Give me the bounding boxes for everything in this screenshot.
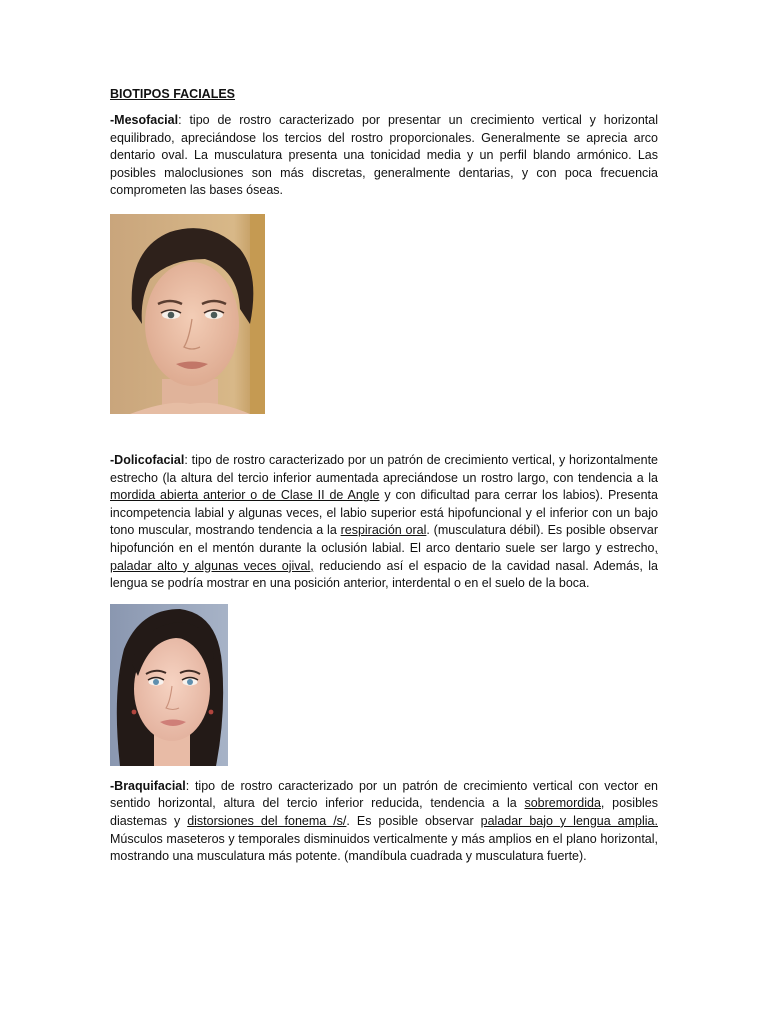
braquifacial-underline-1: sobremordida — [524, 796, 601, 811]
dolicofacial-term: -Dolicofacial — [110, 452, 185, 467]
braquifacial-text-2: , posibles diastemas y — [110, 796, 659, 828]
braquifacial-text-3: . Es posible observar — [346, 813, 481, 828]
braquifacial-text-1: : tipo de rostro caracterizado por un patrón de crecimiento vertical con vector en sentido horizontal, altura del tercio inferior reducida, tendencia a la — [110, 778, 658, 811]
dolicofacial-underline-3: , paladar alto y algunas veces ojival, — [110, 540, 658, 573]
dolicofacial-text-3: . (musculatura débil). Es posible observar hipofunción en el mentón durante la oclusión labial. El arco dentario suele ser largo y estrecho — [110, 523, 658, 555]
dolicofacial-face-photo — [110, 604, 228, 766]
dolicofacial-underline-1: mordida abierta anterior o de Clase II de Angle — [110, 488, 380, 503]
dolicofacial-paragraph — [110, 452, 658, 593]
dolicofacial-underline-2: respiración oral — [340, 523, 427, 538]
mesofacial-paragraph — [110, 112, 658, 200]
braquifacial-underline-2: distorsiones del fonema /s/ — [187, 813, 347, 828]
braquifacial-underline-3: paladar bajo y lengua amplia. — [480, 813, 658, 828]
document-page — [110, 86, 658, 866]
dolicofacial-text-1: : tipo de rostro caracterizado por un patrón de crecimiento vertical, y horizontalmente estrecho (la altura del tercio inferior aumentada apreciándose un rostro largo, con tendencia a la — [110, 452, 658, 485]
mesofacial-text: : tipo de rostro caracterizado por presentar un crecimiento vertical y horizontal equilibrado, apreciándose los tercios del rostro proporcionales. Generalmente se aprecia arco dentario oval. La musculatura presenta una tonicidad media y un perfil blando armónico. Las posibles maloclusiones son más discretas, generalmente dentarias, y con poca frecuencia comprometen las bases óseas. — [110, 113, 658, 198]
braquifacial-term: -Braquifacial — [110, 778, 186, 793]
dolicofacial-text-4: reduciendo así el espacio de la cavidad nasal. Además, la lengua se podría mostrar en una posición anterior, interdental o en el suelo de la boca. — [110, 558, 659, 591]
braquifacial-paragraph — [110, 778, 658, 866]
braquifacial-text-4: Músculos maseteros y temporales disminuidos verticalmente y más amplios en el plano horizontal, mostrando una musculatura más potente. (mandíbula cuadrada y musculatura fuerte). — [110, 831, 658, 864]
mesofacial-term: -Mesofacial — [110, 113, 179, 127]
page-title: BIOTIPOS FACIALES — [110, 87, 236, 101]
dolicofacial-text-2: y con dificultad para cerrar los labios). Presenta incompetencia labial y algunas veces, el labio superior está hipofuncional y el inferior con un bajo tono muscular, mostrando tendencia a la — [110, 488, 658, 538]
mesofacial-face-photo — [110, 214, 265, 414]
